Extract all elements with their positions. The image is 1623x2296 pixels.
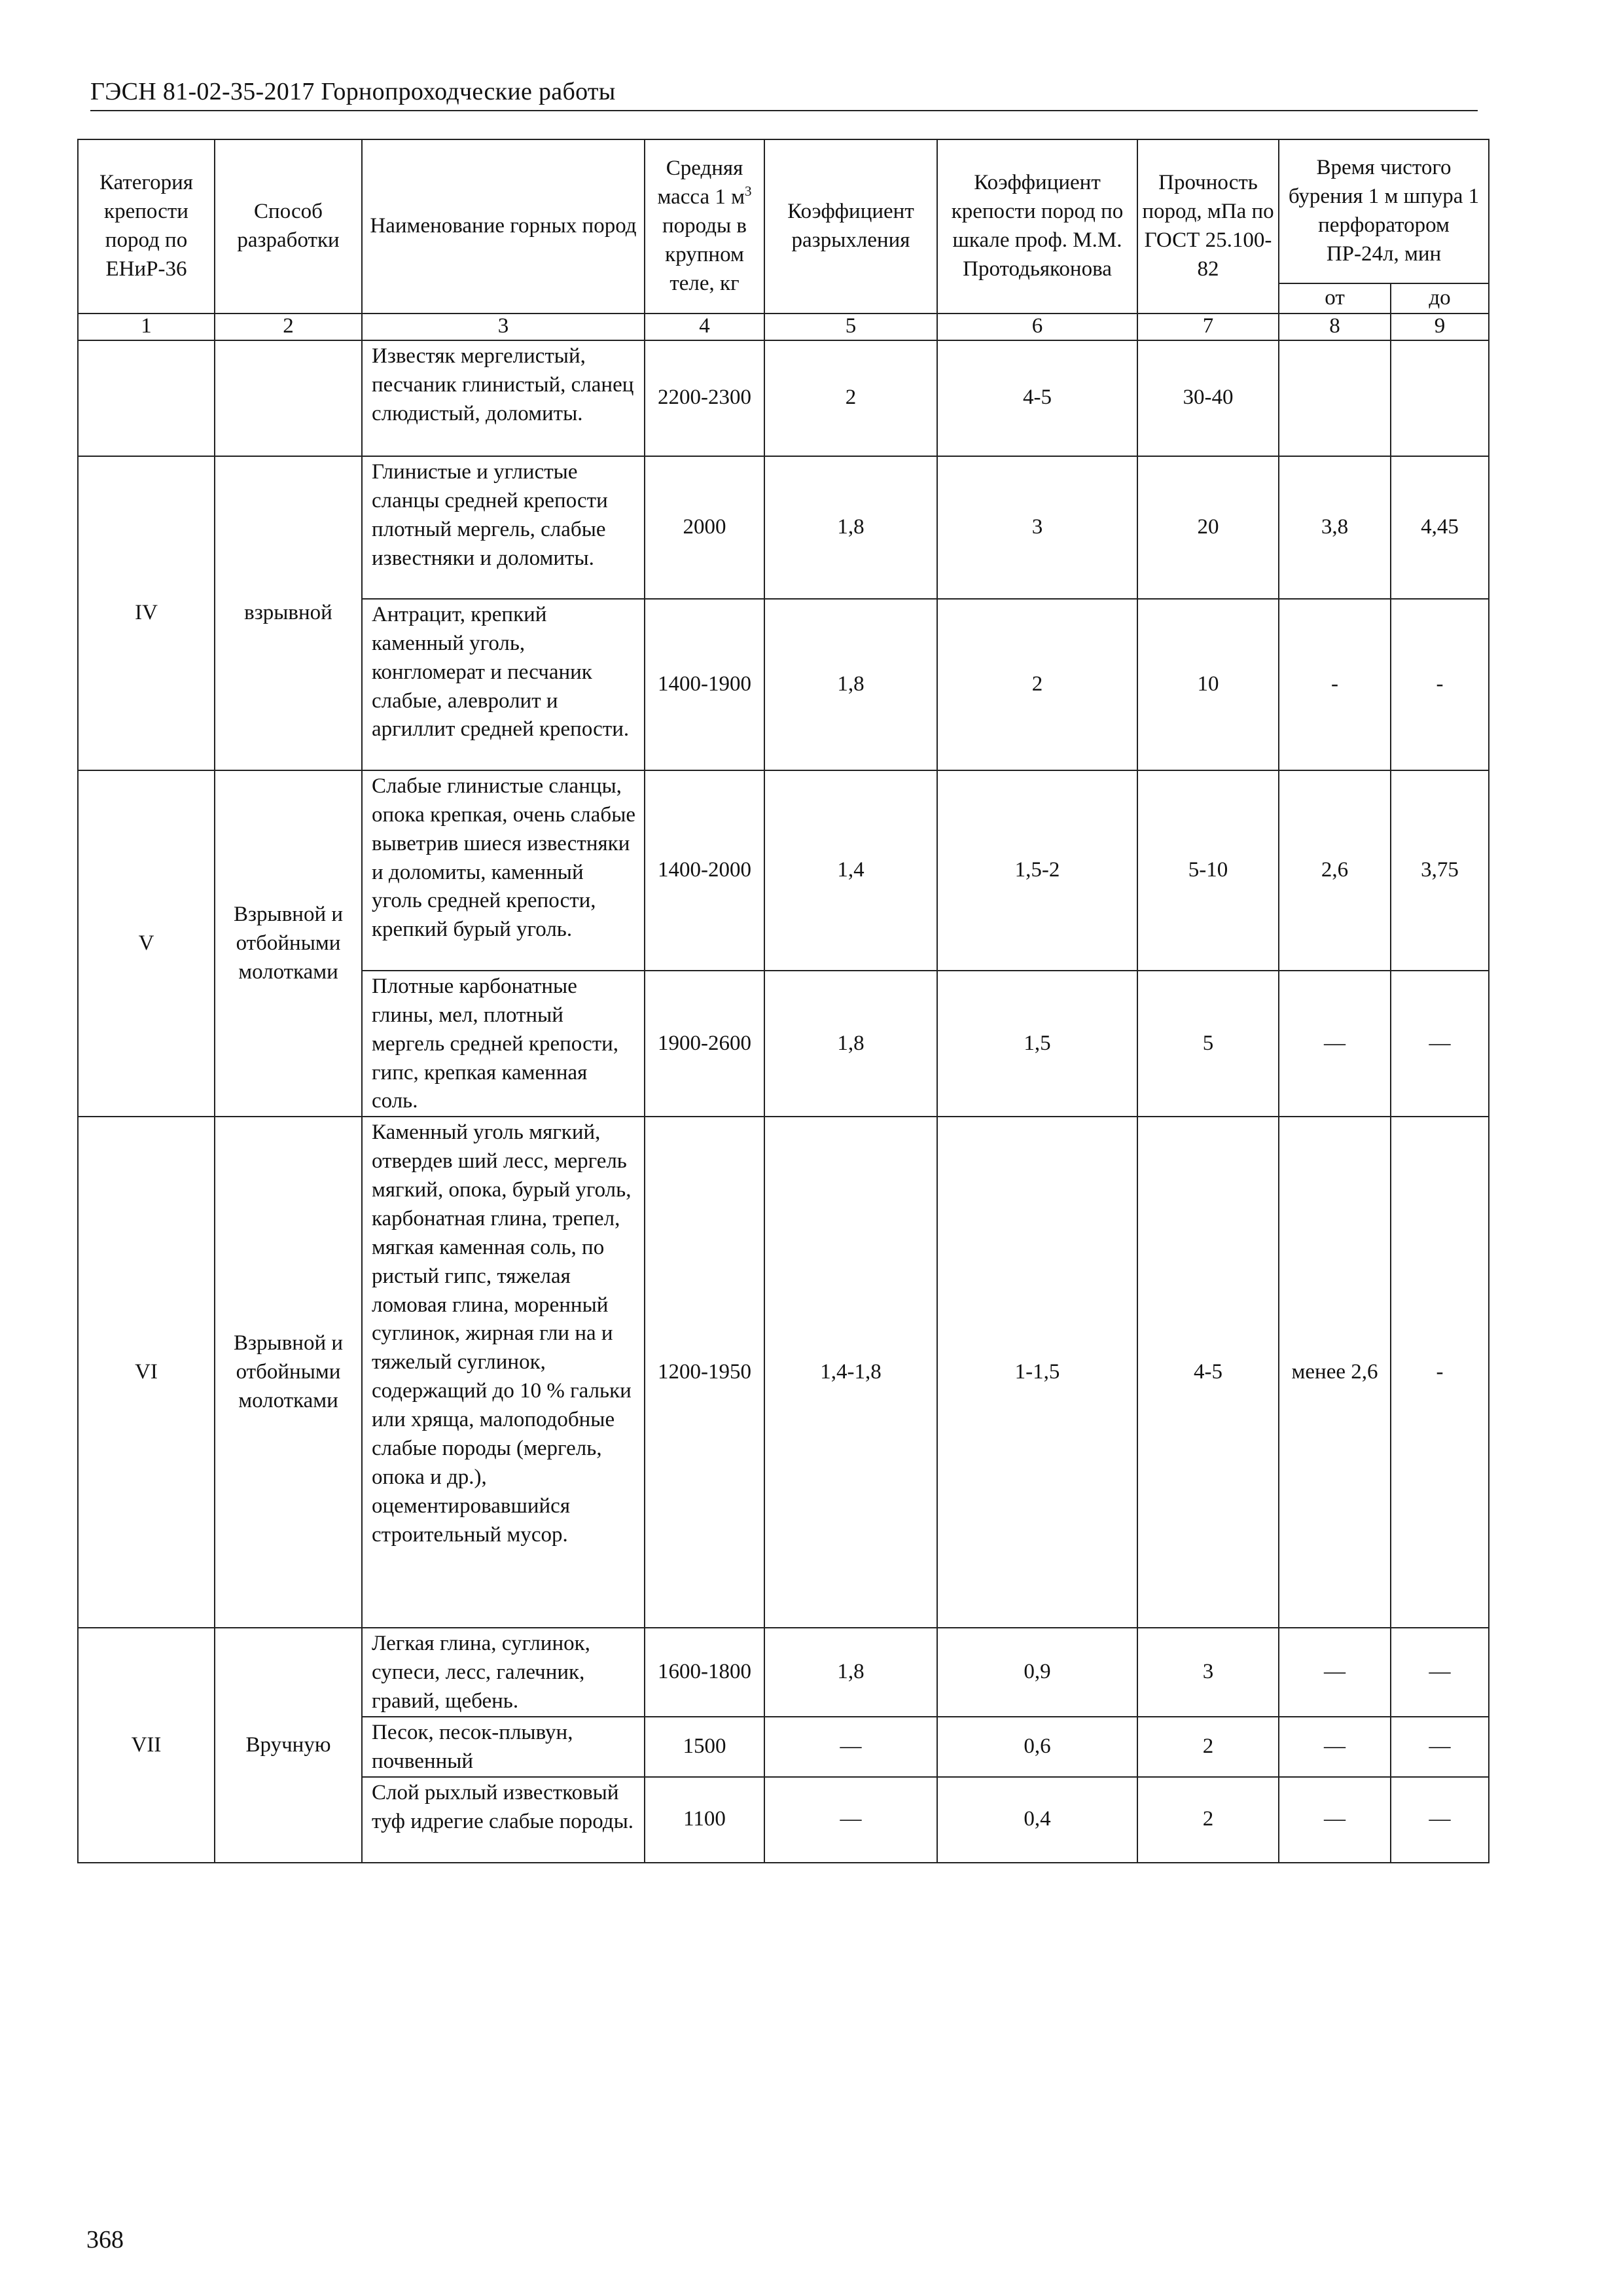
header-method: Способ разработки: [215, 139, 362, 314]
time-from-cell: —: [1279, 1777, 1391, 1863]
rock-name-cell: Антрацит, крепкий каменный уголь, конгломерат и песчаник слабые, алевролит и аргиллит средней крепости.: [362, 599, 645, 770]
method-cell: Вручную: [215, 1628, 362, 1862]
rock-name-cell: Слабые глинистые сланцы, опока крепкая, очень слабые выветрив шиеся известняки и доломиты, каменный уголь средней крепости, крепкий бурый уголь.: [362, 770, 645, 971]
strength-coefficient-cell: 4-5: [937, 340, 1137, 456]
strength-mpa-cell: 20: [1137, 456, 1279, 599]
method-cell: Взрывной и отбойными молотками: [215, 1117, 362, 1628]
rock-name-cell: Глинистые и углистые сланцы средней крепости плотный мергель, слабые известняки и доломиты.: [362, 456, 645, 599]
table-row: [78, 770, 1489, 971]
header-mass: [645, 139, 764, 314]
strength-mpa-cell: 4-5: [1137, 1117, 1279, 1628]
loosening-cell: 1,8: [764, 456, 937, 599]
category-cell: VII: [78, 1628, 215, 1862]
header-mass-part1: Средняя масса 1 м: [657, 156, 745, 209]
strength-mpa-cell: 5: [1137, 971, 1279, 1117]
mass-cell: 1600-1800: [645, 1628, 764, 1717]
strength-mpa-cell: 5-10: [1137, 770, 1279, 971]
strength-coefficient-cell: 1,5: [937, 971, 1137, 1117]
rock-name-cell: Каменный уголь мягкий, отвердев ший лесс, мергель мягкий, опока, бурый уголь, карбонатная глина, трепел, мягкая каменная соль, по ристый гипс, тяжелая ломовая глина, моренный суглинок, жирная гли на и тяжелый суглинок, содержащий до 10 % гальки или хряща, малоподобные слабые породы (мергель, опока и др.), оцементировавшийся строительный мусор.: [362, 1117, 645, 1628]
column-number: 5: [764, 314, 937, 340]
method-cell: Взрывной и отбойными молотками: [215, 770, 362, 1117]
time-from-cell: —: [1279, 1717, 1391, 1777]
rock-categories-table: [77, 139, 1489, 1863]
strength-mpa-cell: 10: [1137, 599, 1279, 770]
rock-name-cell: Слой рыхлый известковый туф идрегие слабые породы.: [362, 1777, 645, 1863]
time-to-cell: —: [1391, 1717, 1489, 1777]
loosening-cell: —: [764, 1777, 937, 1863]
time-from-cell: -: [1279, 599, 1391, 770]
time-from-cell: —: [1279, 1628, 1391, 1717]
time-to-cell: -: [1391, 1117, 1489, 1628]
header-time-from: от: [1279, 283, 1391, 314]
column-number: 8: [1279, 314, 1391, 340]
time-to-cell: —: [1391, 1628, 1489, 1717]
header-rock-name: Наименование горных пород: [362, 139, 645, 314]
header-drilling-time: Время чистого бурения 1 м шпура 1 перфоратором ПР-24л, мин: [1279, 139, 1489, 283]
time-from-cell: 2,6: [1279, 770, 1391, 971]
header-row: [78, 139, 1489, 283]
strength-coefficient-cell: 0,9: [937, 1628, 1137, 1717]
header-loosening: Коэффициент разрыхления: [764, 139, 937, 314]
strength-coefficient-cell: 1-1,5: [937, 1117, 1137, 1628]
column-number: 6: [937, 314, 1137, 340]
loosening-cell: —: [764, 1717, 937, 1777]
mass-cell: 1200-1950: [645, 1117, 764, 1628]
strength-mpa-cell: 2: [1137, 1717, 1279, 1777]
header-strength-mpa: Прочность пород, мПа по ГОСТ 25.100-82: [1137, 139, 1279, 314]
column-number: 9: [1391, 314, 1489, 340]
loosening-cell: 1,4-1,8: [764, 1117, 937, 1628]
strength-mpa-cell: 3: [1137, 1628, 1279, 1717]
strength-coefficient-cell: 3: [937, 456, 1137, 599]
mass-cell: 1400-1900: [645, 599, 764, 770]
time-to-cell: 4,45: [1391, 456, 1489, 599]
loosening-cell: 1,4: [764, 770, 937, 971]
table-row: [78, 456, 1489, 599]
loosening-cell: 2: [764, 340, 937, 456]
category-cell: VI: [78, 1117, 215, 1628]
column-number: 7: [1137, 314, 1279, 340]
header-rule: [90, 110, 1478, 111]
rock-name-cell: Песок, песок-плывун, почвенный: [362, 1717, 645, 1777]
table-row: [78, 1117, 1489, 1628]
column-numbers-row: [78, 314, 1489, 340]
mass-cell: 1100: [645, 1777, 764, 1863]
mass-cell: 1900-2600: [645, 971, 764, 1117]
mass-cell: 1500: [645, 1717, 764, 1777]
time-from-cell: менее 2,6: [1279, 1117, 1391, 1628]
rock-name-cell: Известяк мергелистый, песчаник глинистый, сланец слюдистый, доломиты.: [362, 340, 645, 456]
running-header-title: ГЭСН 81-02-35-2017 Горнопроходческие работы: [90, 78, 616, 105]
category-cell: [78, 340, 215, 456]
time-to-cell: -: [1391, 599, 1489, 770]
column-number: 2: [215, 314, 362, 340]
time-to-cell: —: [1391, 971, 1489, 1117]
strength-mpa-cell: 30-40: [1137, 340, 1279, 456]
strength-coefficient-cell: 0,4: [937, 1777, 1137, 1863]
column-number: 3: [362, 314, 645, 340]
time-to-cell: —: [1391, 1777, 1489, 1863]
time-from-cell: 3,8: [1279, 456, 1391, 599]
category-cell: IV: [78, 456, 215, 770]
page-number: 368: [86, 2226, 124, 2253]
loosening-cell: 1,8: [764, 1628, 937, 1717]
time-from-cell: [1279, 340, 1391, 456]
header-mass-superscript: 3: [745, 183, 752, 200]
rock-name-cell: Легкая глина, суглинок, супеси, лесс, галечник, гравий, щебень.: [362, 1628, 645, 1717]
strength-mpa-cell: 2: [1137, 1777, 1279, 1863]
rock-name-cell: Плотные карбонатные глины, мел, плотный мергель средней крепости, гипс, крепкая каменная соль.: [362, 971, 645, 1117]
time-to-cell: 3,75: [1391, 770, 1489, 971]
header-category: Категория крепости пород по ЕНиР-36: [78, 139, 215, 314]
mass-cell: 2200-2300: [645, 340, 764, 456]
mass-cell: 2000: [645, 456, 764, 599]
method-cell: [215, 340, 362, 456]
strength-coefficient-cell: 0,6: [937, 1717, 1137, 1777]
loosening-cell: 1,8: [764, 599, 937, 770]
loosening-cell: 1,8: [764, 971, 937, 1117]
header-time-to: до: [1391, 283, 1489, 314]
header-mass-part2: породы в крупном теле, кг: [662, 214, 747, 295]
time-from-cell: —: [1279, 971, 1391, 1117]
strength-coefficient-cell: 1,5-2: [937, 770, 1137, 971]
category-cell: V: [78, 770, 215, 1117]
table-row: [78, 340, 1489, 456]
table-row: [78, 1628, 1489, 1717]
method-cell: взрывной: [215, 456, 362, 770]
header-strength-coefficient: Коэффициент крепости пород по шкале проф. М.М. Протодьяконова: [937, 139, 1137, 314]
time-to-cell: [1391, 340, 1489, 456]
column-number: 1: [78, 314, 215, 340]
mass-cell: 1400-2000: [645, 770, 764, 971]
strength-coefficient-cell: 2: [937, 599, 1137, 770]
column-number: 4: [645, 314, 764, 340]
